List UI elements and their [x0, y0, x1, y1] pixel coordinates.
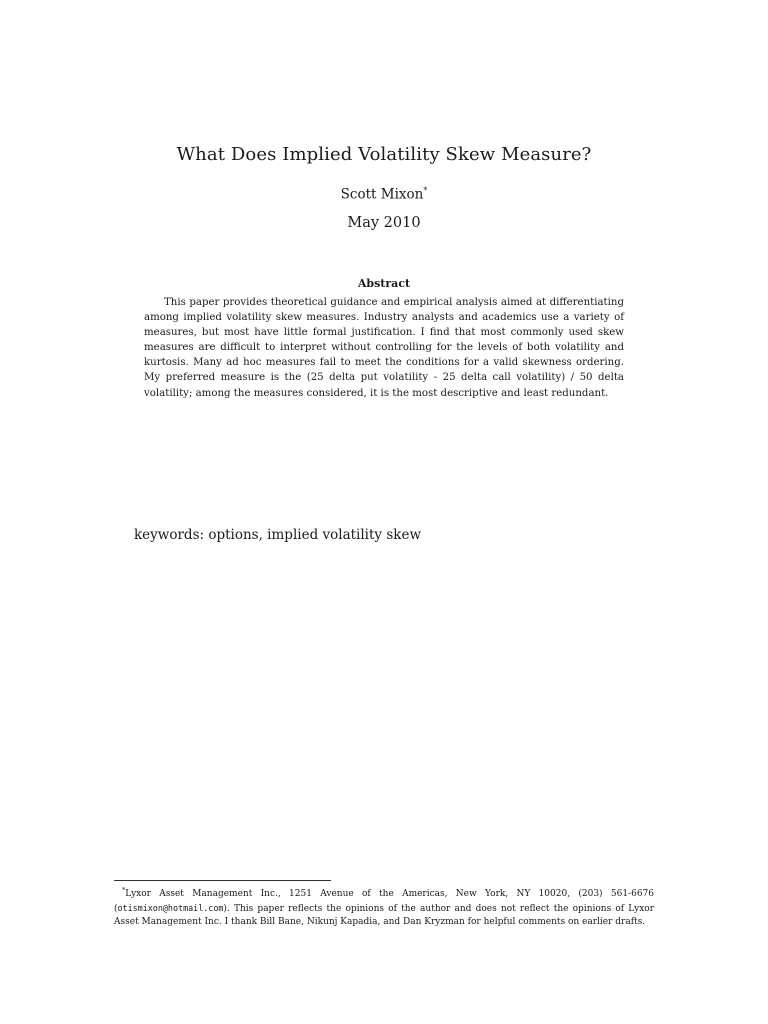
footnote-email: otismixon@hotmail.com	[117, 902, 224, 913]
author-footnote	[114, 884, 654, 930]
paper-title: What Does Implied Volatility Skew Measure?	[176, 144, 592, 165]
keywords-line: keywords: options, implied volatility skew	[134, 527, 422, 543]
footnote-divider	[114, 880, 331, 881]
footnote-marker: *	[122, 886, 126, 894]
footnote-disclaimer: ). This paper reflects the opinions of the author and does not reflect the opinions of Lyxor Asset Management Inc. I thank Bill Bane, Nikunj Kapadia, and Dan Kryzman for helpful comments on earlier drafts.	[114, 903, 654, 928]
abstract-heading: Abstract	[357, 277, 411, 290]
footnote-affiliation: Lyxor Asset Management Inc., 1251 Avenue of the Americas, New York, NY 10020, (203) 561-6676 (	[114, 889, 654, 914]
paper-date: May 2010	[347, 215, 421, 231]
abstract-text: This paper provides theoretical guidance and empirical analysis aimed at differentiating among implied volatility skew measures. Industry analysts and academics use a variety of measures, but most have little formal justification. I find that most commonly used skew measures are difficult to interpret without controlling for the levels of both volatility and kurtosis. Many ad hoc measures fail to meet the conditions for a valid skewness ordering. My preferred measure is the (25 delta put volatility - 25 delta call volatility) / 50 delta volatility; among the measures considered, it is the most descriptive and least redundant.	[144, 297, 624, 399]
author-name: Scott Mixon	[340, 186, 424, 203]
author-line	[0, 186, 768, 203]
author-footnote-marker: *	[423, 186, 428, 195]
